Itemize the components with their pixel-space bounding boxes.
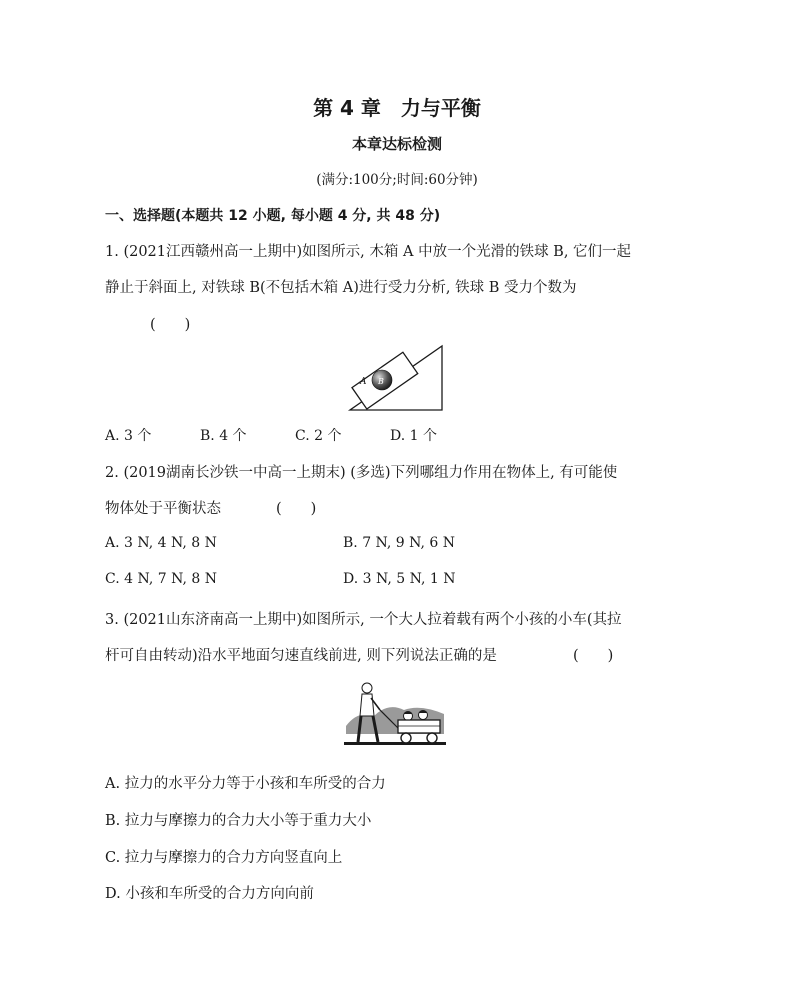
question-2-answer-blank: ( )	[276, 501, 317, 517]
q2-option-c[interactable]: C. 4 N, 7 N, 8 N	[105, 571, 217, 587]
question-3-line-1: 3. (2021山东济南高一上期中)如图所示, 一个大人拉着载有两个小孩的小车(其拉	[105, 612, 622, 628]
label-b: B	[378, 377, 384, 386]
label-a: A	[360, 377, 367, 387]
exam-meta: (满分:100分;时间:60分钟)	[316, 172, 478, 188]
adult-pulling-cart-figure	[344, 680, 446, 752]
q3-option-d[interactable]: D. 小孩和车所受的合力方向向前	[105, 886, 314, 902]
cart-wheel-front	[401, 733, 411, 743]
question-2-line-1: 2. (2019湖南长沙铁一中高一上期末) (多选)下列哪组力作用在物体上, 有可能使	[105, 465, 618, 481]
question-1-line-2: 静止于斜面上, 对铁球 B(不包括木箱 A)进行受力分析, 铁球 B 受力个数为	[105, 280, 577, 296]
q2-option-a[interactable]: A. 3 N, 4 N, 8 N	[105, 535, 217, 551]
q3-option-c[interactable]: C. 拉力与摩擦力的合力方向竖直向上	[105, 850, 343, 866]
cart-body	[398, 720, 440, 733]
q3-option-b[interactable]: B. 拉力与摩擦力的合力大小等于重力大小	[105, 813, 372, 829]
question-3-line-2: 杆可自由转动)沿水平地面匀速直线前进, 则下列说法正确的是	[105, 648, 497, 664]
chapter-subtitle: 本章达标检测	[351, 135, 442, 153]
q1-option-b[interactable]: B. 4 个	[200, 428, 247, 444]
question-1-answer-blank: ( )	[150, 317, 191, 333]
q1-option-c[interactable]: C. 2 个	[295, 428, 342, 444]
question-2-line-2: 物体处于平衡状态	[105, 501, 221, 517]
q2-option-d[interactable]: D. 3 N, 5 N, 1 N	[343, 571, 456, 587]
chapter-title: 第 4 章 力与平衡	[313, 96, 481, 120]
q3-option-a[interactable]: A. 拉力的水平分力等于小孩和车所受的合力	[105, 776, 386, 792]
q1-option-a[interactable]: A. 3 个	[105, 428, 152, 444]
q1-option-d[interactable]: D. 1 个	[390, 428, 437, 444]
incline-box-figure	[346, 342, 446, 412]
q2-option-b[interactable]: B. 7 N, 9 N, 6 N	[343, 535, 456, 551]
section-heading: 一、选择题(本题共 12 小题, 每小题 4 分, 共 48 分)	[105, 208, 441, 224]
cart-wheel-back	[427, 733, 437, 743]
question-3-answer-blank: ( )	[573, 648, 614, 664]
question-1-line-1: 1. (2021江西赣州高一上期中)如图所示, 木箱 A 中放一个光滑的铁球 B, 它们一起	[105, 244, 632, 260]
